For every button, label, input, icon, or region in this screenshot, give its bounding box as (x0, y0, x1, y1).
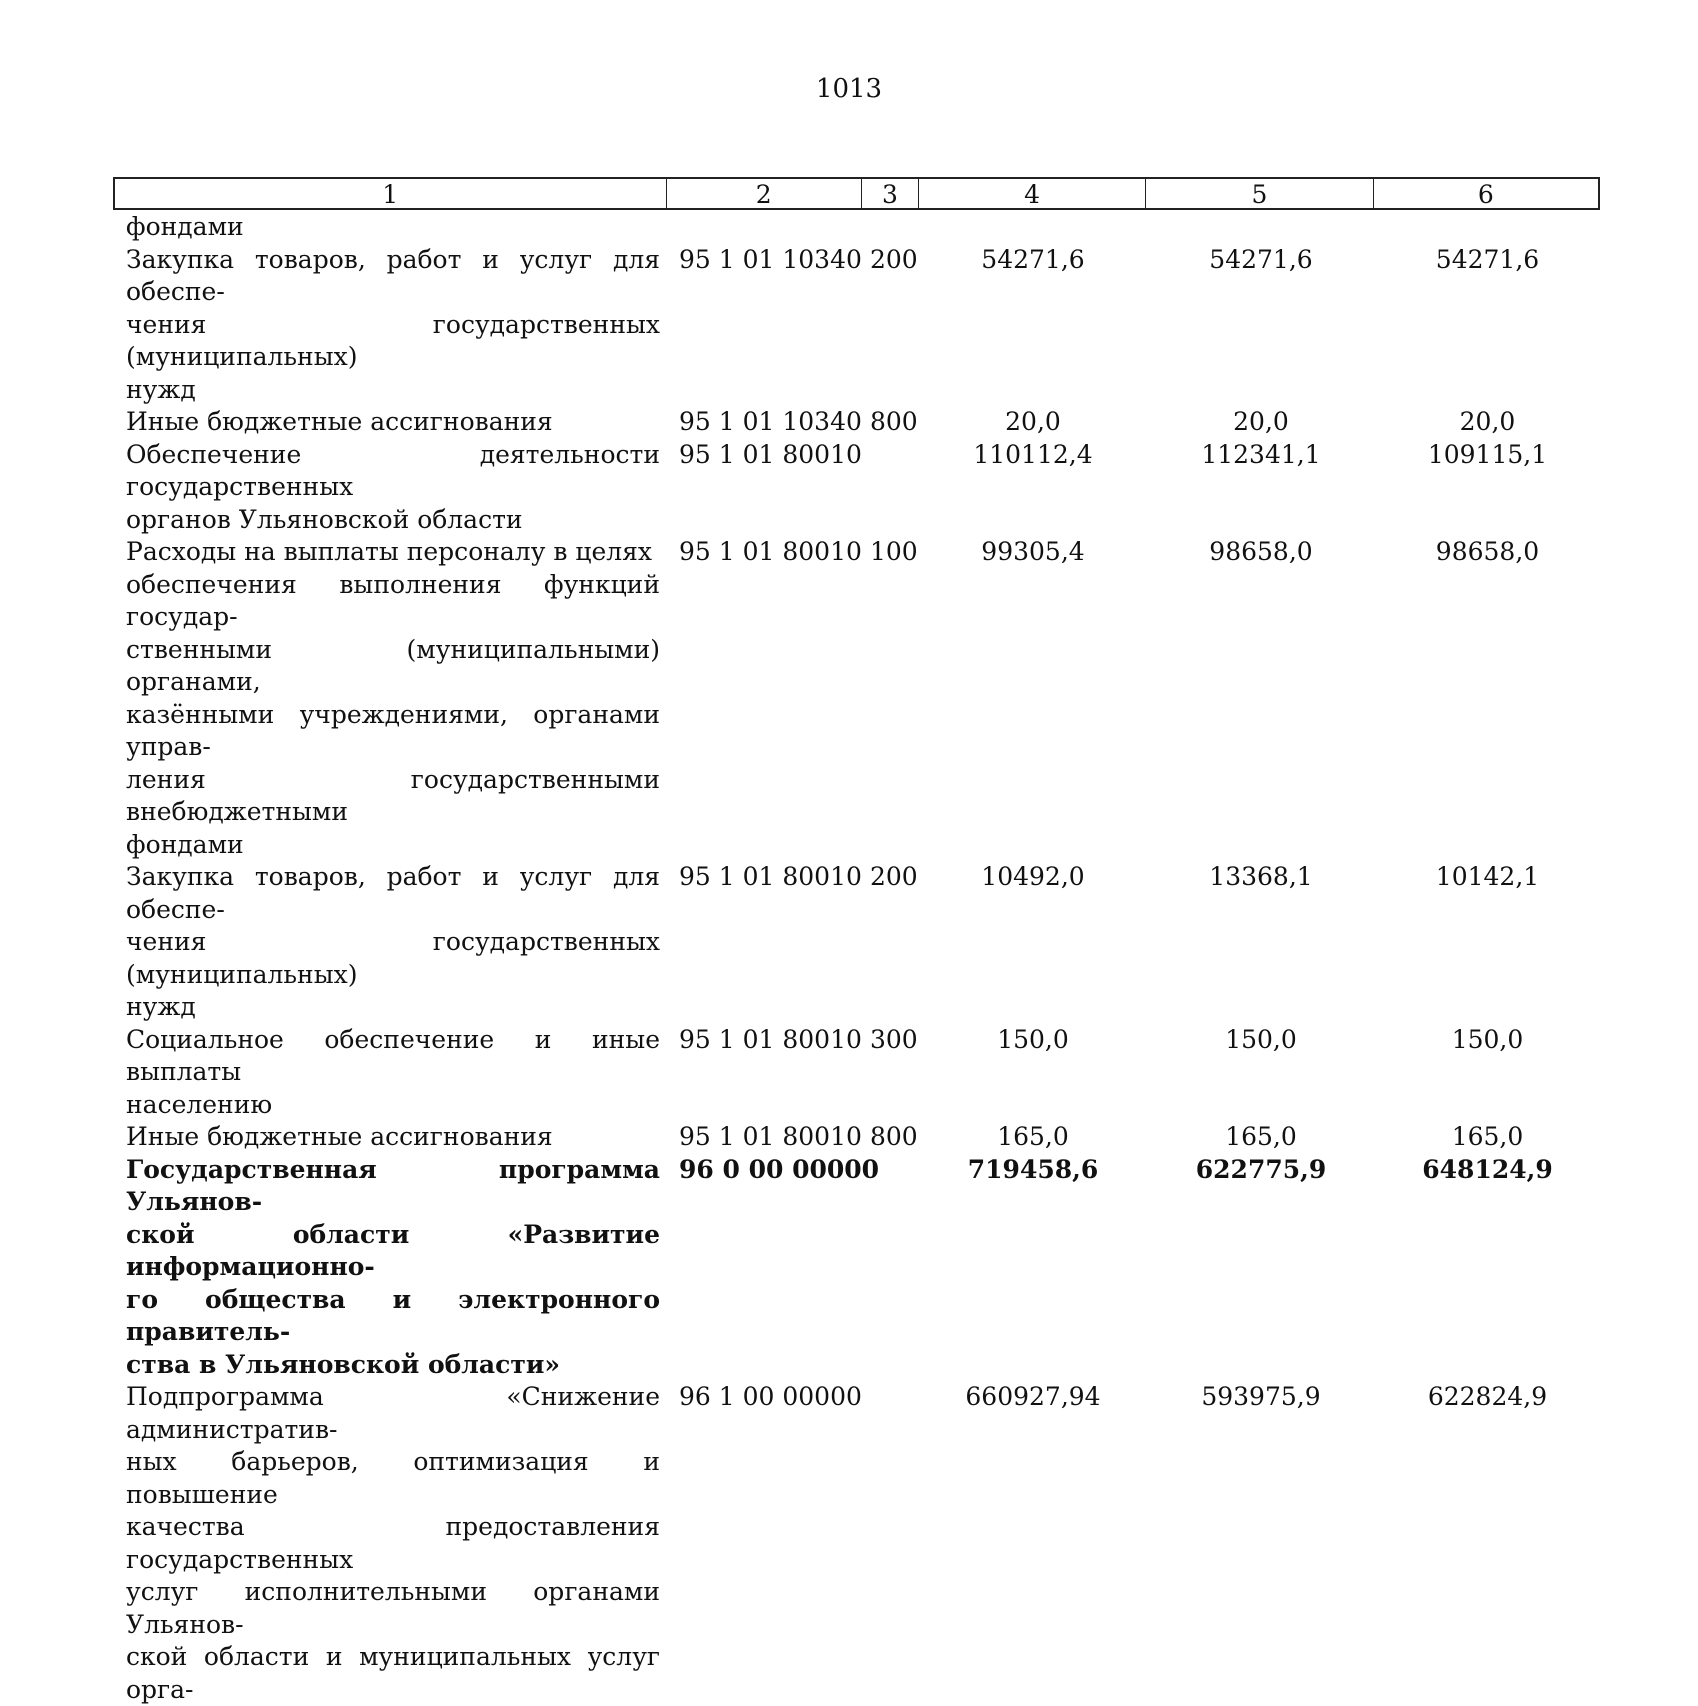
description-line: Расходы на выплаты персоналу в целях (126, 537, 652, 566)
row-value-col5: 20,0 (1233, 407, 1289, 436)
row-code: 96 0 00 00000 (679, 1154, 880, 1184)
row-description (113, 406, 666, 439)
description-line: нужд (126, 374, 196, 404)
description-line: фондами (126, 829, 244, 859)
row-expense-type (862, 211, 919, 244)
description-line: Государственная программа Ульянов- (126, 1154, 660, 1216)
table-row (113, 536, 1600, 861)
row-code: 95 1 01 80010 (679, 862, 862, 891)
row-code: 95 1 01 10340 (679, 407, 862, 436)
row-value-col4: 54271,6 (981, 244, 1085, 274)
description-line: ления государственными внебюджетными (126, 764, 660, 826)
table-row (113, 1154, 1600, 1382)
row-value-col5 (1147, 211, 1375, 244)
row-value-col4: 165,0 (997, 1122, 1069, 1151)
row-expense-type (862, 439, 919, 537)
row-value-col5: 622775,9 (1195, 1154, 1327, 1184)
header-col-6: 6 (1477, 180, 1494, 209)
row-description (113, 1024, 666, 1122)
description-line: казёнными учреждениями, органами управ- (126, 699, 660, 761)
row-value-col6: 20,0 (1459, 407, 1516, 436)
row-value-col4 (919, 211, 1147, 244)
description-line: нужд (126, 992, 196, 1021)
description-line: ской области и муниципальных услуг орга- (126, 1642, 660, 1704)
row-expense-type: 800 (870, 1122, 918, 1151)
description-line: ской области «Развитие информационно- (126, 1219, 660, 1281)
table-row (113, 1381, 1600, 1706)
table-row (113, 244, 1600, 407)
description-line: фондами (126, 212, 244, 241)
row-expense-type (862, 1381, 919, 1706)
description-line: чения государственных (муниципальных) (126, 927, 660, 989)
header-col-3: 3 (862, 179, 919, 208)
description-line: Закупка товаров, работ и услуг для обеспе- (126, 244, 660, 306)
row-value-col4: 150,0 (997, 1024, 1069, 1054)
row-value-col4: 719458,6 (967, 1154, 1099, 1184)
description-line: Обеспечение деятельности государственных (126, 439, 660, 501)
description-line: ных барьеров, оптимизация и повышение (126, 1447, 660, 1509)
row-value-col5: 165,0 (1225, 1122, 1297, 1151)
row-value-col6: 54271,6 (1435, 244, 1540, 274)
description-line: Социальное обеспечение и иные выплаты (126, 1024, 660, 1086)
row-value-col6 (1375, 211, 1600, 244)
header-col-1: 1 (115, 179, 667, 208)
row-description (113, 211, 666, 244)
header-col-2: 2 (667, 179, 862, 208)
row-value-col5: 112341,1 (1201, 439, 1321, 469)
row-description (113, 861, 666, 1024)
table-row (113, 406, 1600, 439)
row-value-col5: 593975,9 (1201, 1382, 1321, 1411)
row-value-col6: 622824,9 (1427, 1382, 1548, 1411)
header-col-5: 5 (1146, 179, 1373, 208)
description-line: Подпрограмма «Снижение административ- (126, 1382, 660, 1444)
description-line: органов Ульяновской области (126, 504, 523, 534)
header-col-4: 4 (919, 179, 1146, 208)
table-row (113, 1121, 1600, 1154)
row-value-col6: 648124,9 (1422, 1154, 1553, 1184)
row-description (113, 1381, 666, 1706)
row-description (113, 1121, 666, 1154)
row-value-col6: 165,0 (1451, 1122, 1524, 1151)
row-value-col4: 10492,0 (981, 862, 1085, 891)
row-value-col6: 109115,1 (1427, 439, 1548, 469)
description-line: Закупка товаров, работ и услуг для обеспе- (126, 862, 660, 924)
table-row (113, 861, 1600, 1024)
row-description (113, 536, 666, 861)
row-value-col6: 98658,0 (1435, 537, 1540, 566)
table-body (113, 211, 1600, 1706)
description-line: качества предоставления государственных (126, 1512, 660, 1574)
description-line: го общества и электронного правитель- (126, 1284, 660, 1346)
row-value-col5: 54271,6 (1209, 244, 1313, 274)
row-value-col4: 20,0 (1005, 407, 1061, 436)
table-row (113, 211, 1600, 244)
table-row (113, 439, 1600, 537)
row-value-col6: 10142,1 (1435, 862, 1540, 891)
table-row (113, 1024, 1600, 1122)
row-code: 95 1 01 10340 (679, 244, 862, 274)
row-value-col4: 110112,4 (973, 439, 1093, 469)
row-description (113, 244, 666, 407)
description-line: ственными (муниципальными) органами, (126, 634, 660, 696)
row-expense-type: 800 (870, 407, 918, 436)
description-line: Иные бюджетные ассигнования (126, 407, 553, 436)
row-value-col6: 150,0 (1451, 1024, 1524, 1054)
row-code: 96 1 00 00000 (679, 1382, 862, 1411)
row-value-col5: 98658,0 (1209, 537, 1313, 566)
row-description (113, 1154, 666, 1382)
row-description (113, 439, 666, 537)
row-code: 95 1 01 80010 (679, 439, 862, 469)
row-code: 95 1 01 80010 (679, 1122, 862, 1151)
description-line: чения государственных (муниципальных) (126, 309, 660, 371)
row-expense-type: 200 (870, 244, 918, 274)
row-code: 95 1 01 80010 (679, 537, 862, 566)
row-expense-type: 100 (870, 537, 918, 566)
row-value-col5: 150,0 (1225, 1024, 1297, 1054)
description-line: населению (126, 1089, 273, 1119)
page-number: 1013 (815, 74, 883, 104)
description-line: обеспечения выполнения функций государ- (126, 569, 660, 631)
description-line: ства в Ульяновской области» (126, 1349, 561, 1379)
row-expense-type (862, 1154, 919, 1382)
table-header (113, 177, 1600, 210)
row-code (666, 211, 862, 244)
description-line: услуг исполнительными органами Ульянов- (126, 1577, 660, 1639)
description-line: Иные бюджетные ассигнования (126, 1122, 553, 1151)
row-value-col4: 99305,4 (981, 537, 1085, 566)
row-value-col4: 660927,94 (965, 1382, 1101, 1411)
row-expense-type: 200 (870, 862, 918, 891)
row-code: 95 1 01 80010 (679, 1024, 862, 1054)
row-expense-type: 300 (870, 1024, 918, 1054)
row-value-col5: 13368,1 (1209, 862, 1313, 891)
